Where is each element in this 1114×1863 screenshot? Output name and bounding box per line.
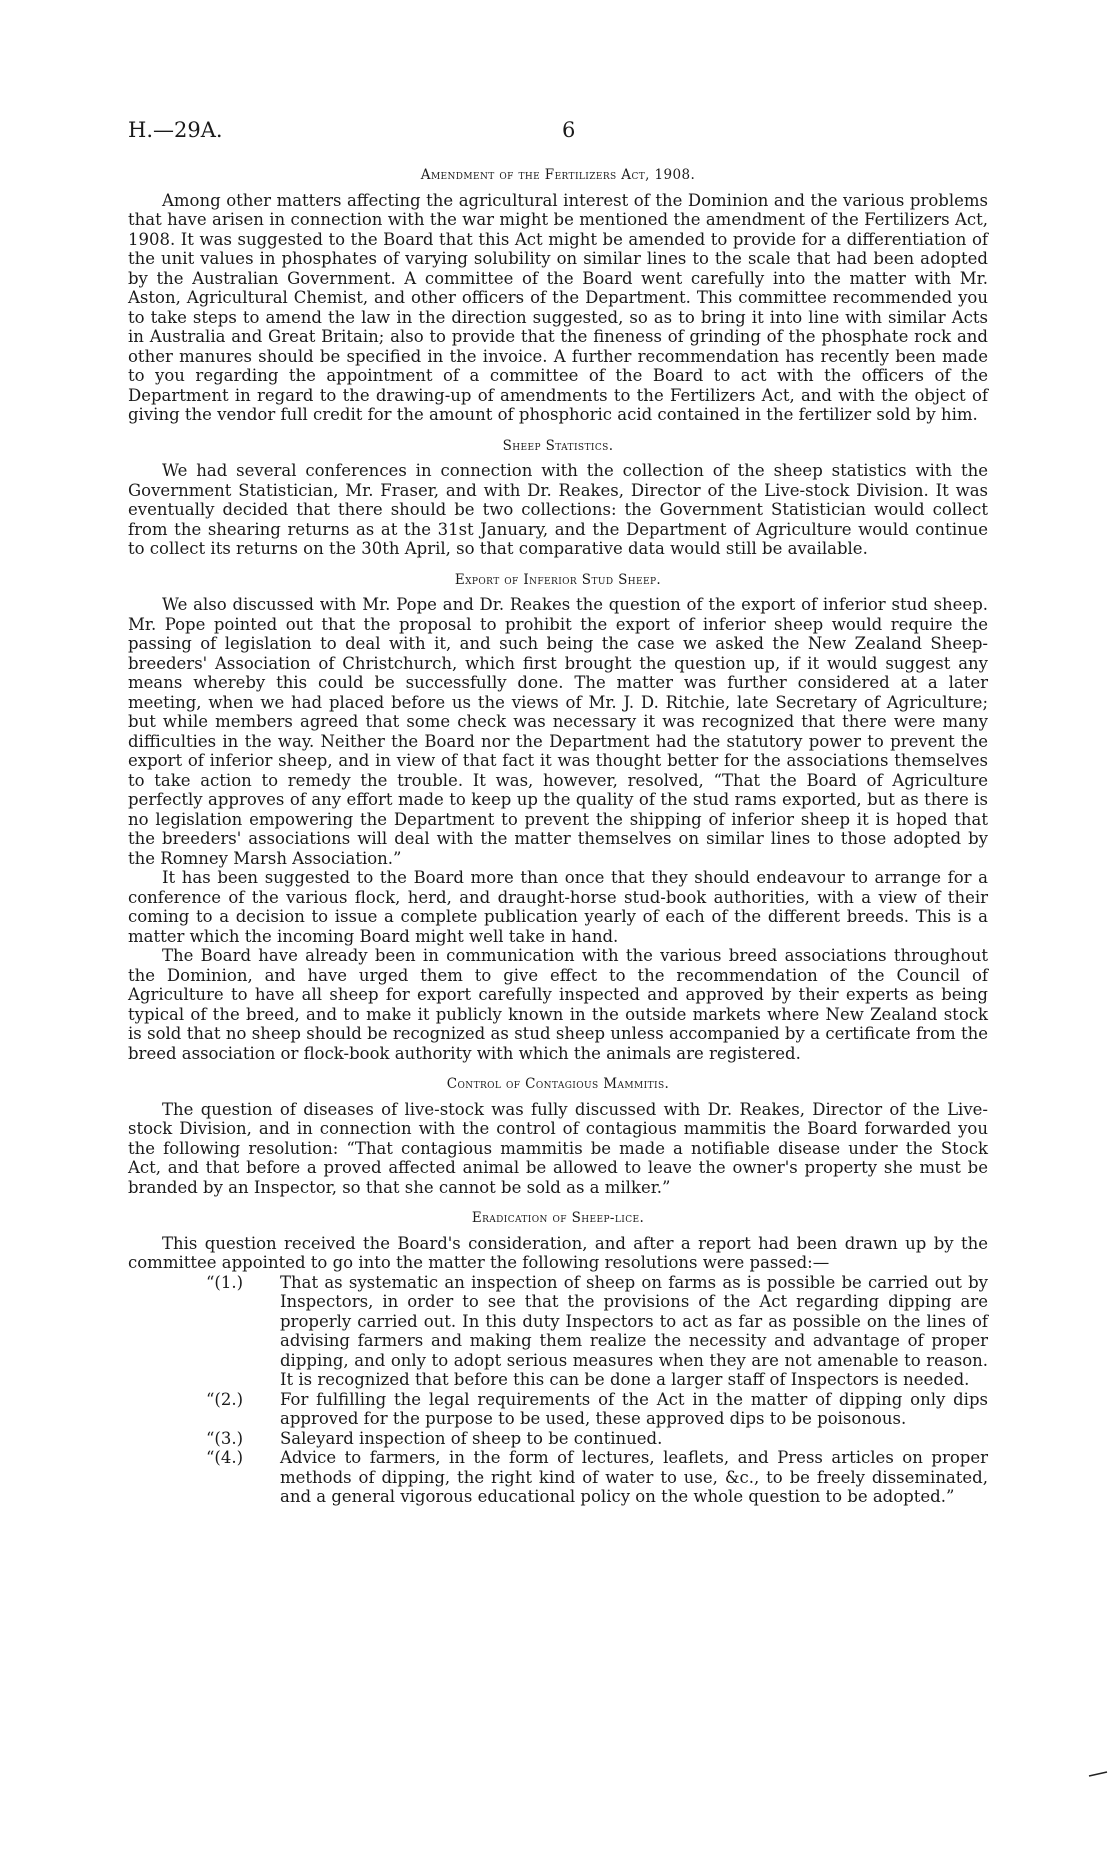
- section-heading-contagious-mammitis: Control of Contagious Mammitis.: [446, 1076, 670, 1092]
- resolution-number: “(4.): [206, 1448, 244, 1467]
- paragraph: We had several conferences in connection with the collection of the sheep statistics with the Government Statistician, Mr. Fraser, and with Dr. Reakes, Director of the Live-stock Division. It was eventually decided that there should be two collections: the Government Statistician would collect from the shearing returns as at the 31st January, and the Department of Agriculture would continue to collect its returns on the 30th April, so that comparative data would still be available.: [128, 461, 988, 558]
- paragraph: We also discussed with Mr. Pope and Dr. Reakes the question of the export of inferior stud sheep. Mr. Pope pointed out that the proposal to prohibit the export of inferior sheep would require the passing of legislation to deal with it, and such being the case we asked the New Zealand Sheep-breeders' Association of Christchurch, which first brought the question up, if it would suggest any means whereby this could be successfully done. The matter was further considered at a later meeting, when we had placed before us the views of Mr. J. D. Ritchie, late Secretary of Agriculture; but while members agreed that some check was necessary it was recognized that there were many difficulties in the way. Neither the Board nor the Department had the statutory power to prevent the export of inferior sheep, and in view of that fact it was thought better for the associations themselves to take action to remedy the trouble. It was, however, resolved, “That the Board of Agriculture perfectly approves of any effort made to keep up the quality of the stud rams exported, but as there is no legislation empowering the Department to prevent the shipping of inferior sheep it is hoped that the breeders' associations will deal with the matter themselves on similar lines to those adopted by the Romney Marsh Association.”: [128, 595, 988, 868]
- resolution-item: [128, 1448, 988, 1507]
- paragraph: It has been suggested to the Board more than once that they should endeavour to arrange for a conference of the various flock, herd, and draught-horse stud-book authorities, with a view of their coming to a decision to issue a complete publication yearly of each of the different breeds. This is a matter which the incoming Board might well take in hand.: [128, 868, 988, 946]
- resolution-text: Saleyard inspection of sheep to be continued.: [280, 1428, 663, 1448]
- section-heading-sheep-statistics: Sheep Statistics.: [502, 437, 614, 454]
- section-heading-sheep-lice: Eradication of Sheep-lice.: [471, 1210, 645, 1226]
- resolution-item: [128, 1429, 988, 1449]
- page-header: [128, 118, 988, 148]
- document-body: [128, 166, 988, 1507]
- resolution-text: That as systematic an inspection of sheep on farms as is possible be carried out by Inspectors, in order to see that the provisions of the Act regarding dipping are properly carried out. In this duty Inspectors to act as far as possible on the lines of advising farmers and making them realize the necessity and advantage of proper dipping, and only to adopt serious measures when they are not amenable to reason. It is recognized that before this can be done a larger staff of Inspectors is needed.: [280, 1272, 988, 1389]
- resolution-item: [128, 1273, 988, 1390]
- section-heading-fertilizers: Amendment of the Fertilizers Act, 1908.: [420, 167, 696, 183]
- resolution-number: “(3.): [206, 1428, 244, 1448]
- resolution-number: “(2.): [206, 1389, 244, 1409]
- paragraph: This question received the Board's consideration, and after a report had been drawn up by the committee appointed to go into the matter the following resolutions were passed:—: [128, 1233, 988, 1272]
- resolution-number: “(1.): [206, 1272, 244, 1292]
- resolution-text: Advice to farmers, in the form of lectures, leaflets, and Press articles on proper methods of dipping, the right kind of water to use, &c., to be freely disseminated, and a general vigorous educational policy on the whole question to be adopted.”: [280, 1448, 988, 1506]
- paragraph: The Board have already been in communication with the various breed associations throughout the Dominion, and have urged them to give effect to the recommendation of the Council of Agriculture to have all sheep for export carefully inspected and approved by their experts as being typical of the breed, and to make it publicly known in the outside markets where New Zealand stock is sold that no sheep should be recognized as stud sheep unless accompanied by a certificate from the breed association or flock-book authority with which the animals are registered.: [128, 946, 988, 1063]
- paragraph: Among other matters affecting the agricultural interest of the Dominion and the various problems that have arisen in connection with the war might be mentioned the amendment of the Fertilizers Act, 1908. It was suggested to the Board that this Act might be amended to provide for a differentiation of the unit values in phosphates of varying solubility on similar lines to the scale that had been adopted by the Australian Government. A committee of the Board went carefully into the matter with Mr. Aston, Agricultural Chemist, and other officers of the Department. This committee recommended you to take steps to amend the law in the direction suggested, so as to bring it into line with similar Acts in Australia and Great Britain; also to provide that the fineness of grinding of the phosphate rock and other manures should be specified in the invoice. A further recommendation has recently been made to you regarding the appointment of a committee of the Board to act with the officers of the Department in regard to the drawing-up of amendments to the Fertilizers Act, and with the object of giving the vendor full credit for the amount of phosphoric acid contained in the fertilizer sold by him.: [128, 190, 988, 424]
- resolution-text: For fulfilling the legal requirements of the Act in the matter of dipping only dips approved for the purpose to be used, these approved dips to be poisonous.: [280, 1389, 988, 1428]
- resolution-item: [128, 1390, 988, 1429]
- section-heading-export-inferior-stud-sheep: Export of Inferior Stud Sheep.: [454, 571, 662, 588]
- paragraph: The question of diseases of live-stock was fully discussed with Dr. Reakes, Director of the Live-stock Division, and in connection with the control of contagious mammitis the Board forwarded you the following resolution: “That contagious mammitis be made a notifiable disease under the Stock Act, and that before a proved affected animal be allowed to leave the owner's property she must be branded by an Inspector, so that she cannot be sold as a milker.”: [128, 1099, 988, 1197]
- document-code: H.—29A.: [128, 118, 223, 142]
- resolutions-list: [128, 1273, 988, 1507]
- margin-pen-mark: [1088, 1771, 1108, 1777]
- page-number: 6: [562, 118, 576, 142]
